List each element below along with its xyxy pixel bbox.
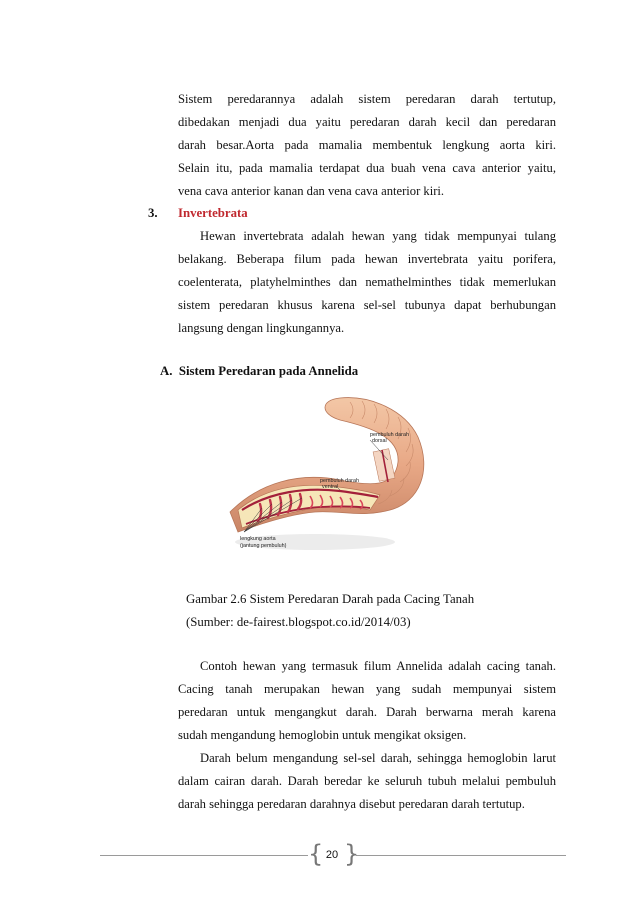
footer-rule-right xyxy=(356,855,566,856)
label-aortic-arch: lengkung aorta xyxy=(240,536,276,542)
section-heading-annelida: A. Sistem Peredaran pada Annelida xyxy=(160,364,359,378)
text-line: dalam cairan darah. Darah beredar ke seluruh tubuh melalui pembuluh xyxy=(178,774,556,788)
footer-rule-left xyxy=(100,855,308,856)
label-dorsal-vessel: pembuluh darah xyxy=(370,432,409,438)
footer-brace-left: { xyxy=(308,840,324,868)
label-dorsal-vessel-2: dorsal xyxy=(372,438,387,444)
text-line: vena cava anterior kanan dan vena cava anterior kiri. xyxy=(178,184,445,198)
figure-source: (Sumber: de-fairest.blogspot.co.id/2014/03) xyxy=(186,615,411,629)
text-line: belakang. Beberapa filum pada hewan invertebrata yaitu porifera, xyxy=(178,252,556,266)
label-ventral-vessel: pembuluh darah xyxy=(320,478,359,484)
text-line: Selain itu, pada mamalia terdapat dua buah vena cava anterior yaitu, xyxy=(178,161,556,175)
text-line: darah sehingga peredaran darahnya disebut peredaran darah tertutup. xyxy=(178,797,525,811)
text-line: Hewan invertebrata adalah hewan yang tidak mempunyai tulang xyxy=(200,229,556,243)
text-line: dibedakan menjadi dua yaitu peredaran darah kecil dan peredaran xyxy=(178,115,556,129)
text-line: sudah mengandung hemoglobin untuk mengikat oksigen. xyxy=(178,728,467,742)
text-line: sistem peredaran khusus karena sel-sel tubunya dapat berhubungan xyxy=(178,298,556,312)
paragraph-annelida xyxy=(178,655,556,816)
figure-caption: Gambar 2.6 Sistem Peredaran Darah pada Cacing Tanah xyxy=(186,592,475,606)
label-aortic-arch-2: (jantung pembuluh) xyxy=(240,543,287,549)
text-line: Sistem peredarannya adalah sistem peredaran darah tertutup, xyxy=(178,92,556,106)
paragraph-vertebrata-circulation xyxy=(178,88,556,203)
text-line: coelenterata, platyhelminthes dan nemathelminthes tidak memerlukan xyxy=(178,275,556,289)
text-line: darah besar.Aorta pada mamalia membentuk lengkung aorta kiri. xyxy=(178,138,556,152)
text-line: Cacing tanah merupakan hewan yang sudah mempunyai sistem xyxy=(178,682,556,696)
earthworm-figure xyxy=(220,392,440,554)
paragraph-invertebrata xyxy=(178,225,556,340)
text-line: Contoh hewan yang termasuk filum Annelida adalah cacing tanah. xyxy=(200,659,556,673)
section-number: 3. xyxy=(148,206,158,220)
section-title-invertebrata: Invertebrata xyxy=(178,206,248,220)
text-line: peredaran untuk mengangkut darah. Darah berwarna merah karena xyxy=(178,705,556,719)
footer-brace-right: } xyxy=(344,840,360,868)
label-ventral-vessel-2: ventral xyxy=(322,484,339,490)
text-line: Darah belum mengandung sel-sel darah, sehingga hemoglobin larut xyxy=(200,751,556,765)
text-line: langsung dengan lingkungannya. xyxy=(178,321,345,335)
earthworm-illustration xyxy=(220,392,440,554)
page-number: 20 xyxy=(325,849,339,861)
